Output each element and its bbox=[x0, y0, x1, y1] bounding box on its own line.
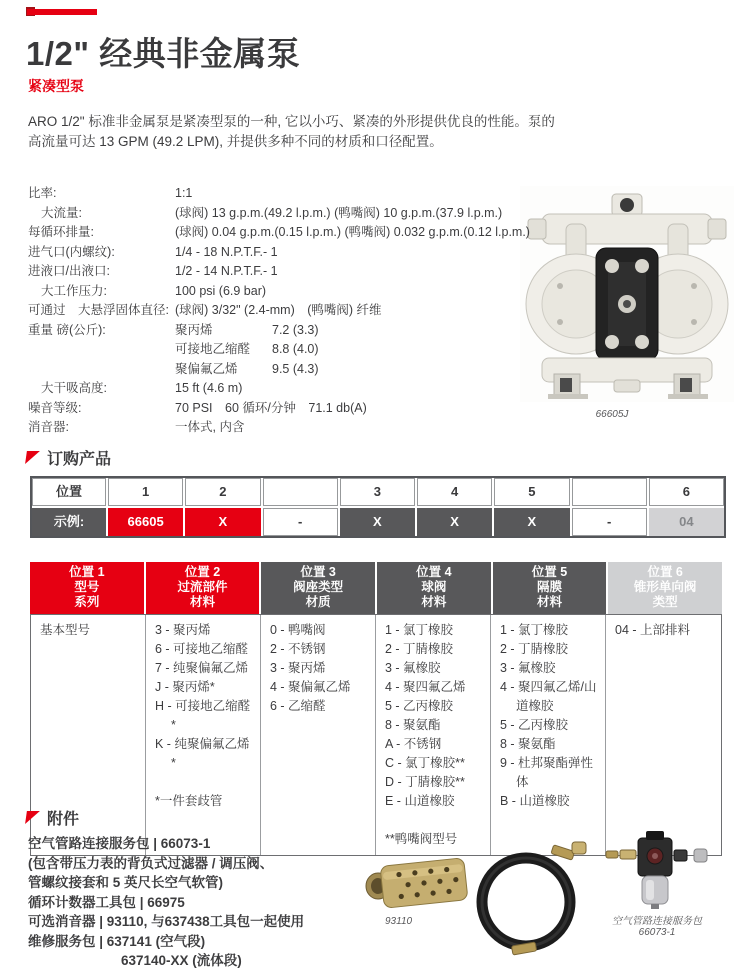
list-item: 3 - 聚丙烯 bbox=[155, 623, 211, 637]
options-body-cell bbox=[606, 615, 721, 855]
spec-list bbox=[28, 184, 528, 438]
list-item bbox=[385, 811, 484, 830]
list-item: 637140-XX (流体段) bbox=[121, 953, 242, 968]
options-body-cell bbox=[376, 615, 491, 855]
weight-value: 7.2 (3.3) bbox=[272, 322, 319, 337]
list-item: K - 纯聚偏氟乙烯* bbox=[155, 737, 250, 770]
list-item: 8 - 聚氨酯 bbox=[385, 718, 441, 732]
pump-caption: 66605J bbox=[595, 409, 629, 420]
spec-value: 100 psi (6.9 bar) bbox=[175, 283, 267, 298]
kit-caption-line: 66073-1 bbox=[638, 927, 676, 938]
spec-row bbox=[28, 379, 528, 399]
spec-label: 可通过 大悬浮固体直径: bbox=[28, 303, 169, 317]
list-item: E - 山道橡胶 bbox=[385, 794, 455, 808]
list-item: 9 - 杜邦聚酯弹性体 bbox=[500, 756, 594, 789]
list-item: 基本型号 bbox=[40, 623, 91, 637]
spec-label: 大干吸高度: bbox=[41, 381, 107, 395]
list-item: (包含带压力表的背负式过滤器 / 调压阀、 bbox=[28, 855, 274, 871]
options-body-cell bbox=[146, 615, 261, 855]
list-item: 维修服务包 | 637141 (空气段) bbox=[28, 933, 206, 949]
ordering-options-table bbox=[30, 562, 722, 856]
position-cell: 2 bbox=[185, 478, 260, 506]
example-cell: - bbox=[572, 508, 647, 536]
options-body-row bbox=[30, 614, 722, 856]
example-cell: X bbox=[185, 508, 260, 536]
spec-row-weight bbox=[28, 321, 528, 380]
list-item: 1 - 氯丁橡胶 bbox=[385, 623, 454, 637]
spec-value: 70 PSI 60 循环/分钟 71.1 db(A) bbox=[175, 400, 367, 415]
muffler-figure bbox=[360, 848, 480, 919]
list-item: 3 - 氟橡胶 bbox=[500, 661, 556, 675]
regulator-figure bbox=[604, 830, 714, 915]
list-item: 8 - 聚氨酯 bbox=[500, 737, 556, 751]
spec-value: 15 ft (4.6 m) bbox=[175, 381, 243, 395]
list-item: 空气管路连接服务包 | 66073-1 bbox=[28, 836, 211, 851]
air-hose-figure bbox=[468, 836, 588, 963]
options-body-cell bbox=[491, 615, 606, 855]
example-cell: 示例: bbox=[32, 508, 106, 536]
spec-label: 消音器: bbox=[28, 420, 69, 434]
list-item: 7 - 纯聚偏氟乙烯 bbox=[155, 661, 249, 675]
list-item: H - 可接地乙缩醛* bbox=[155, 699, 251, 732]
example-cell: X bbox=[417, 508, 492, 536]
spec-value: 1:1 bbox=[175, 186, 193, 200]
brand-mark-bar bbox=[27, 9, 97, 15]
spec-label: 进液口/出液口: bbox=[28, 264, 110, 278]
spec-value: (球阀) 13 g.p.m.(49.2 l.p.m.) (鸭嘴阀) 10 g.p.m.(37.9 l.p.m.) bbox=[175, 205, 503, 220]
list-item: A - 不锈钢 bbox=[385, 737, 442, 751]
list-item: 循环计数器工具包 | 66975 bbox=[28, 894, 185, 910]
options-header-cell: 位置 5 隔膜 材料 bbox=[493, 562, 607, 614]
spec-label: 比率: bbox=[28, 186, 57, 200]
options-header-cell: 位置 1 型号 系列 bbox=[30, 562, 144, 614]
spec-row bbox=[28, 301, 528, 321]
example-cell: 04 bbox=[649, 508, 724, 536]
position-cell: 6 bbox=[649, 478, 724, 506]
air-hose-photo bbox=[468, 836, 588, 958]
weight-row bbox=[175, 340, 319, 360]
position-cell bbox=[572, 478, 647, 506]
list-item: 可选消音器 | 93110, 与637438工具包一起使用 bbox=[28, 914, 305, 929]
options-header-cell: 位置 6 锥形单向阀 类型 bbox=[608, 562, 722, 614]
list-item: 6 - 乙缩醛 bbox=[270, 699, 326, 713]
list-item: 3 - 氟橡胶 bbox=[385, 661, 441, 675]
section-triangle-icon bbox=[25, 451, 40, 464]
weight-row bbox=[175, 321, 319, 341]
list-item: 6 - 可接地乙缩醛 bbox=[155, 642, 249, 656]
list-item: 1 - 氯丁橡胶 bbox=[500, 623, 569, 637]
position-cell bbox=[263, 478, 338, 506]
list-item: J - 聚丙烯* bbox=[155, 680, 215, 694]
spec-row bbox=[28, 204, 528, 224]
list-item bbox=[155, 773, 254, 792]
ordering-code-table bbox=[30, 476, 726, 538]
page-subtitle: 紧凑型泵 bbox=[28, 78, 84, 94]
spec-label: 噪音等级: bbox=[28, 400, 82, 415]
spec-value: 1/2 - 14 N.P.T.F.- 1 bbox=[175, 264, 278, 278]
intro-paragraph bbox=[28, 112, 558, 152]
list-item: B - 山道橡胶 bbox=[500, 794, 570, 808]
spec-value: 一体式, 内含 bbox=[175, 420, 245, 434]
example-cell: - bbox=[263, 508, 338, 536]
options-header-cell: 位置 2 过流部件 材料 bbox=[146, 562, 260, 614]
section-triangle-icon bbox=[25, 811, 40, 824]
list-item: 管螺纹接套和 5 英尺长空气软管) bbox=[28, 875, 224, 890]
spec-row bbox=[28, 223, 528, 243]
weight-value: 9.5 (4.3) bbox=[272, 361, 319, 376]
spec-row bbox=[28, 418, 528, 438]
weight-material: 可接地乙缩醛 bbox=[175, 342, 251, 356]
list-item: 04 - 上部排料 bbox=[615, 623, 691, 637]
list-item: 5 - 乙丙橡胶 bbox=[385, 699, 454, 713]
spec-label: 每循环排量: bbox=[28, 225, 94, 239]
kit-caption bbox=[592, 912, 722, 938]
list-item: D - 丁腈橡胶** bbox=[385, 775, 465, 789]
example-cell: X bbox=[340, 508, 415, 536]
list-item: *一件套歧管 bbox=[155, 794, 223, 808]
options-body-cell bbox=[261, 615, 376, 855]
list-item: **鸭嘴阀型号 bbox=[385, 832, 458, 846]
spec-row bbox=[28, 262, 528, 282]
weight-material: 聚丙烯 bbox=[175, 322, 213, 337]
weight-value: 8.8 (4.0) bbox=[272, 342, 319, 356]
list-item: 5 - 乙丙橡胶 bbox=[500, 718, 569, 732]
pump-photo bbox=[520, 186, 734, 402]
kit-caption-line: 空气管路连接服务包 bbox=[612, 916, 702, 927]
example-cell: X bbox=[494, 508, 569, 536]
list-item: 2 - 丁腈橡胶 bbox=[385, 642, 454, 656]
position-cell: 1 bbox=[108, 478, 183, 506]
list-item: C - 氯丁橡胶** bbox=[385, 756, 465, 770]
spec-label: 大流量: bbox=[41, 205, 82, 220]
muffler-caption: 93110 bbox=[385, 916, 413, 927]
list-item: 3 - 聚丙烯 bbox=[270, 661, 326, 675]
position-cell: 4 bbox=[417, 478, 492, 506]
regulator-photo bbox=[604, 830, 714, 910]
spec-label: 进气口(内螺纹): bbox=[28, 244, 115, 259]
accessories-section-title: 附件 bbox=[47, 811, 80, 828]
spec-value: (球阀) 3/32" (2.4-mm) (鸭嘴阀) 纤维 bbox=[175, 303, 382, 317]
position-cell: 5 bbox=[494, 478, 569, 506]
brand-mark-icon bbox=[26, 6, 98, 18]
accessories-text bbox=[28, 834, 304, 971]
weight-table bbox=[175, 321, 319, 380]
list-item: 4 - 聚偏氟乙烯 bbox=[270, 680, 351, 694]
position-cell: 位置 bbox=[32, 478, 106, 506]
spec-label: 大工作压力: bbox=[41, 283, 107, 298]
list-item: 4 - 聚四氟乙烯 bbox=[385, 680, 466, 694]
list-item: 2 - 不锈钢 bbox=[270, 642, 326, 656]
ordering-section-header bbox=[26, 446, 111, 469]
weight-row bbox=[175, 360, 319, 380]
intro-line: ARO 1/2" 标准非金属泵是紧凑型泵的一种, 它以小巧、紧凑的外形提供优良的性能。泵的 bbox=[28, 114, 555, 129]
list-item: 4 - 聚四氟乙烯/山道橡胶 bbox=[500, 680, 597, 713]
options-header-cell: 位置 3 阀座类型 材质 bbox=[261, 562, 375, 614]
spec-row bbox=[28, 282, 528, 302]
options-header-cell: 位置 4 球阀 材料 bbox=[377, 562, 491, 614]
list-item: 2 - 丁腈橡胶 bbox=[500, 642, 569, 656]
spec-label: 重量 磅(公斤): bbox=[28, 322, 106, 337]
position-cell: 3 bbox=[340, 478, 415, 506]
ordering-section-title: 订购产品 bbox=[47, 451, 112, 468]
spec-value: 1/4 - 18 N.P.T.F.- 1 bbox=[175, 244, 278, 259]
pump-figure bbox=[520, 186, 734, 420]
spec-row bbox=[28, 399, 528, 419]
spec-row bbox=[28, 243, 528, 263]
options-header-row bbox=[30, 562, 722, 614]
accessories-section-header bbox=[26, 806, 79, 829]
spec-row bbox=[28, 184, 528, 204]
weight-material: 聚偏氟乙烯 bbox=[175, 361, 238, 376]
example-cell: 66605 bbox=[108, 508, 183, 536]
page-title: 1/2" 经典非金属泵 bbox=[26, 35, 301, 72]
list-item: 0 - 鸭嘴阀 bbox=[270, 623, 326, 637]
spec-value: (球阀) 0.04 g.p.m.(0.15 l.p.m.) (鸭嘴阀) 0.032 g.p.m.(0.12 l.p.m.) bbox=[175, 225, 530, 239]
muffler-photo bbox=[360, 848, 480, 914]
intro-line: 高流量可达 13 GPM (49.2 LPM), 并提供多种不同的材质和口径配置。 bbox=[28, 134, 443, 149]
